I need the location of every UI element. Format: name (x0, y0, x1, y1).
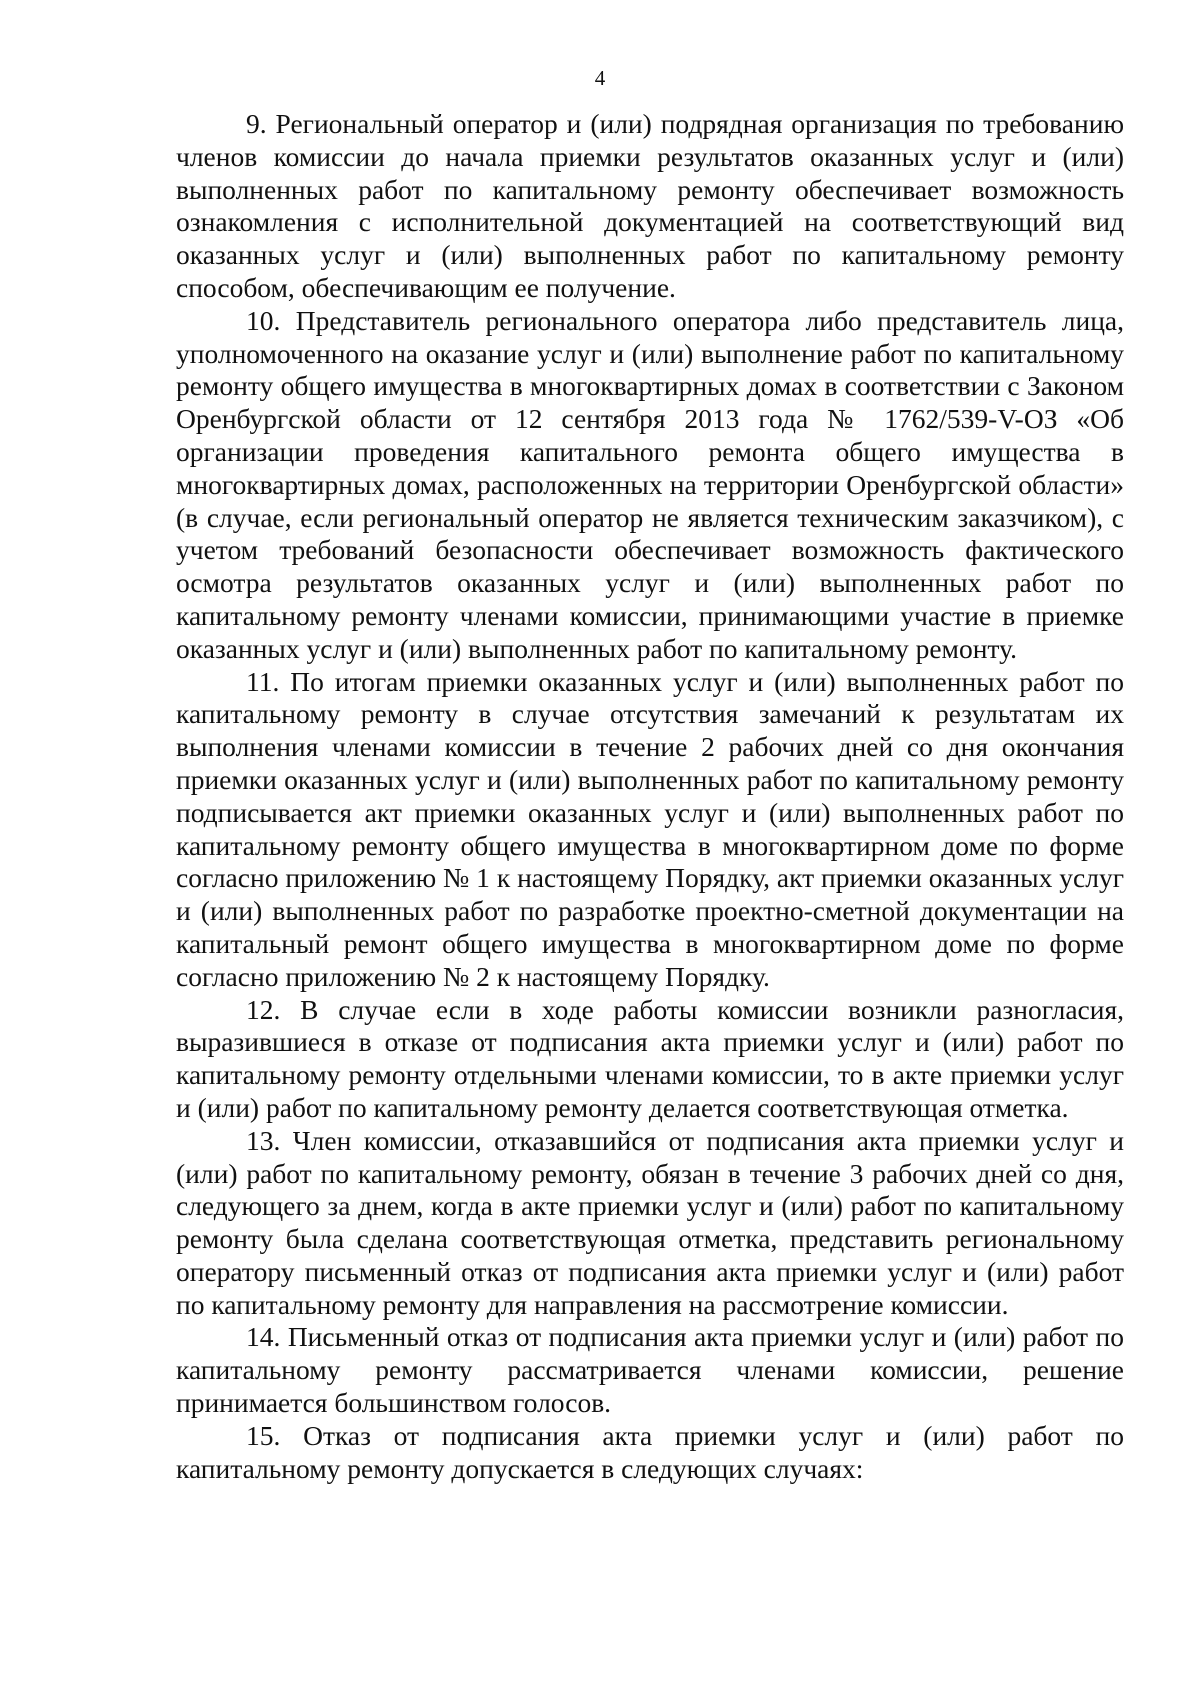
paragraph-12: 12. В случае если в ходе работы комиссии возникли разногласия, выразившиеся в отказе от подписания акта приемки услуг и (или) работ по капитальному ремонту отдельными членами комиссии, то в акте приемки услуг и (или) работ по капитальному ремонту делается соответствующая отметка. (176, 993, 1124, 1123)
page-number: 4 (594, 66, 606, 90)
paragraph-9: 9. Региональный оператор и (или) подрядная организация по требованию членов комиссии до начала приемки результатов оказанных услуг и (или) выполненных работ по капитальному ремонту обеспечивает возможность ознакомления с исполнительной документацией на соответствующий вид оказанных услуг и (или) выполненных работ по капитальному ремонту способом, обеспечивающим ее получение. (176, 108, 1124, 303)
paragraph-11: 11. По итогам приемки оказанных услуг и (или) выполненных работ по капитальному ремонту в случае отсутствия замечаний к результатам их выполнения членами комиссии в течение 2 рабочих дней со дня окончания приемки оказанных услуг и (или) выполненных работ по капитальному ремонту подписывается акт приемки оказанных услуг и (или) выполненных работ по капитальному ремонту общего имущества в многоквартирном доме по форме согласно приложению № 1 к настоящему Порядку, акт приемки оказанных услуг и (или) выполненных работ по разработке проектно-сметной документации на капитальный ремонт общего имущества в многоквартирном доме по форме согласно приложению № 2 к настоящему Порядку. (176, 665, 1124, 992)
paragraph-13: 13. Член комиссии, отказавшийся от подписания акта приемки услуг и (или) работ по капитальному ремонту, обязан в течение 3 рабочих дней со дня, следующего за днем, когда в акте приемки услуг и (или) работ по капитальному ремонту была сделана соответствующая отметка, представить региональному оператору письменный отказ от подписания акта приемки услуг и (или) работ по капитальному ремонту для направления на рассмотрение комиссии. (176, 1124, 1124, 1320)
paragraph-15: 15. Отказ от подписания акта приемки услуг и (или) работ по капитальному ремонту допускается в следующих случаях: (176, 1419, 1124, 1484)
paragraph-10: 10. Представитель регионального оператора либо представитель лица, уполномоченного на оказание услуг и (или) выполнение работ по капитальному ремонту общего имущества в многоквартирных домах в соответствии с Законом Оренбургской области от 12 сентября 2013 года № 1762/539-V-ОЗ «Об организации проведения капитального ремонта общего имущества в многоквартирных домах, расположенных на территории Оренбургской области» (в случае, если региональный оператор не является техническим заказчиком), с учетом требований безопасности обеспечивает возможность фактического осмотра результатов оказанных услуг и (или) выполненных работ по капитальному ремонту членами комиссии, принимающими участие в приемке оказанных услуг и (или) выполненных работ по капитальному ремонту. (176, 304, 1124, 664)
document-body (176, 108, 1124, 1485)
paragraph-14: 14. Письменный отказ от подписания акта приемки услуг и (или) работ по капитальному ремонту рассматривается членами комиссии, решение принимается большинством голосов. (176, 1321, 1124, 1419)
